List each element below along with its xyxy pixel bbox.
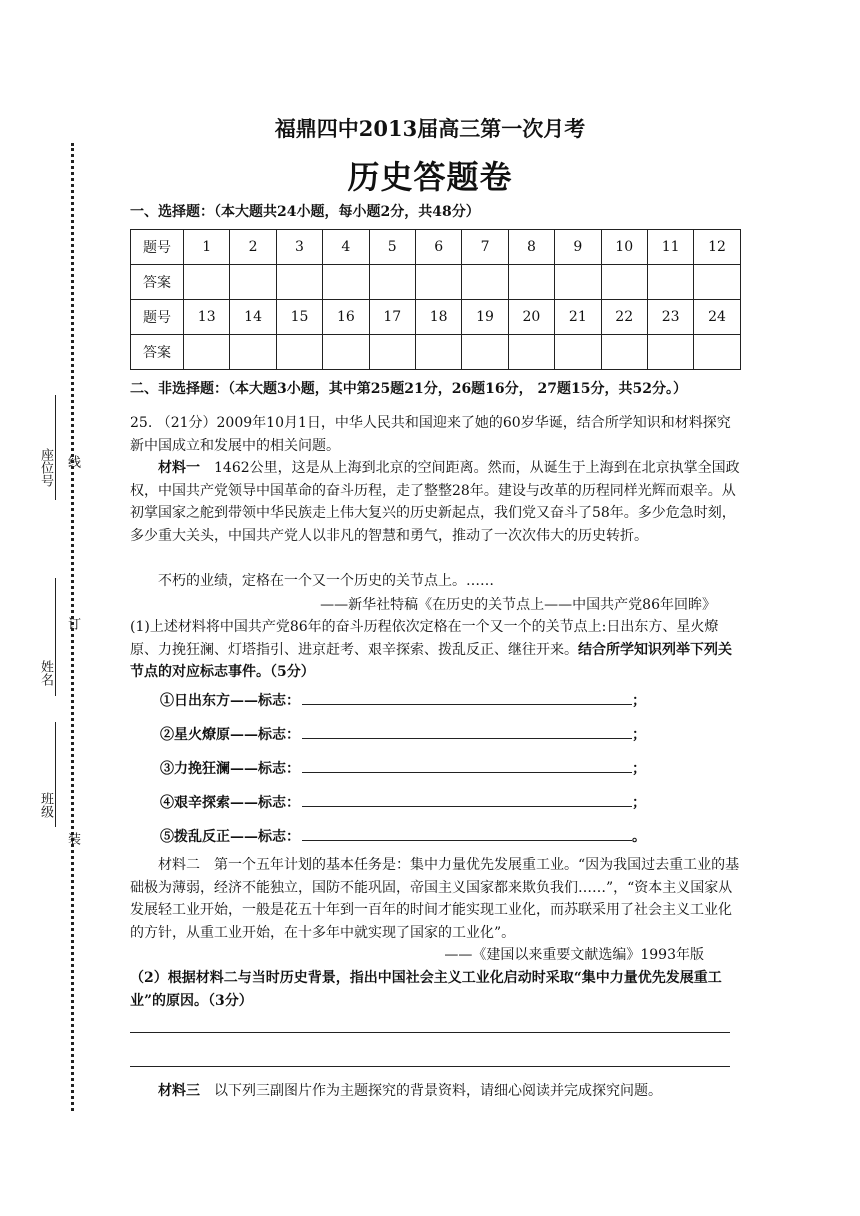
q-number-cell: 15 <box>276 300 322 335</box>
material3-text <box>130 1080 742 1103</box>
answer-cell[interactable] <box>647 265 693 300</box>
q-number-cell: 3 <box>276 230 322 265</box>
answer-cell[interactable] <box>508 335 554 370</box>
answer-item-4 <box>160 792 646 812</box>
subject-title: 历史答题卷 <box>347 158 513 196</box>
question-2: （2）根据材料二与当时历史背景，指出中国社会主义工业化启动时采取“集中力量优先发展重工业”的原因。（3分） <box>130 970 722 1009</box>
question-1 <box>130 616 742 684</box>
answer-blank[interactable] <box>302 690 632 705</box>
answer-row-1 <box>131 265 741 300</box>
section1-heading: 一、选择题：（本大题共24小题，每小题2分，共48分） <box>130 204 480 220</box>
answer-item-label: ②星火燎原——标志： <box>160 727 300 743</box>
material2-source: ——《建国以来重要文献选编》1993年版 <box>444 947 704 963</box>
q-number-cell: 1 <box>184 230 230 265</box>
answer-cell[interactable] <box>462 335 508 370</box>
a-label-cell: 答案 <box>131 265 184 300</box>
answer-cell[interactable] <box>415 265 461 300</box>
q-number-cell: 10 <box>601 230 647 265</box>
q-number-cell: 17 <box>369 300 415 335</box>
answer-cell[interactable] <box>647 335 693 370</box>
answer-item-label: ③力挽狂澜——标志： <box>160 761 300 777</box>
q-number-cell: 5 <box>369 230 415 265</box>
answer-cell[interactable] <box>508 265 554 300</box>
answer-cell[interactable] <box>415 335 461 370</box>
binding-xian: 线 <box>65 455 80 468</box>
exam-title: 福鼎四中2013届高三第一次月考 <box>274 116 586 141</box>
q-number-cell: 22 <box>601 300 647 335</box>
q-number-cell: 12 <box>694 230 740 265</box>
answer-row-2 <box>131 335 741 370</box>
answer-item-label: ⑤拨乱反正——标志： <box>160 829 300 845</box>
material1-body: 1462公里，这是从上海到北京的空间距离。然而，从诞生于上海到在北京执掌全国政权，中国共产党领导中国革命的奋斗历程，走了整整28年。建设与改革的历程同样光辉而艰辛。从初掌国家之舵到带领中华民族走上伟大复兴的历史新起点，我们党又奋斗了58年。多少危急时刻，多少重大关头，中国共产党人以非凡的智慧和勇气，推动了一次次伟大的历史转折。 <box>130 460 740 544</box>
class-label: 班级 <box>38 792 53 818</box>
answer-cell[interactable] <box>601 265 647 300</box>
answer-cell[interactable] <box>230 265 276 300</box>
answer-item-end: ； <box>632 693 646 709</box>
q-number-cell: 16 <box>323 300 369 335</box>
q-number-cell: 6 <box>415 230 461 265</box>
q-number-cell: 14 <box>230 300 276 335</box>
material2-text: 材料二 第一个五年计划的基本任务是：集中力量优先发展重工业。“因为我国过去重工业的基础极为薄弱，经济不能独立，国防不能巩固，帝国主义国家都来欺负我们……”，“资本主义国家从发展轻工业开始，一般是花五十年到一百年的时间才能实现工业化，而苏联采用了社会主义工业化的方针，从重工业开始，在十多年中就实现了国家的工业化”。 <box>130 857 740 941</box>
q-number-cell: 24 <box>694 300 740 335</box>
answer-cell[interactable] <box>369 265 415 300</box>
answer-item-label: ④艰辛探索——标志： <box>160 795 300 811</box>
answer-cell[interactable] <box>184 265 230 300</box>
q-number-cell: 19 <box>462 300 508 335</box>
answer-item-end: ； <box>632 761 646 777</box>
answer-item-1 <box>160 690 646 710</box>
material1-source: ——新华社特稿《在历史的关节点上——中国共产党86年回眸》 <box>320 597 716 613</box>
answer-cell[interactable] <box>230 335 276 370</box>
answer-item-5 <box>160 826 646 846</box>
answer-cell[interactable] <box>184 335 230 370</box>
answer-cell[interactable] <box>555 265 601 300</box>
answer-item-end: ； <box>632 795 646 811</box>
answer-blank[interactable] <box>302 792 632 807</box>
q-number-cell: 4 <box>323 230 369 265</box>
answer-line-1[interactable] <box>130 1032 730 1033</box>
seat-number-label: 座位号 <box>38 448 53 487</box>
material3-body: 以下列三副图片作为主题探究的背景资料，请细心阅读并完成探究问题。 <box>200 1083 662 1099</box>
material1-label: 材料一 <box>158 460 200 476</box>
answer-item-3 <box>160 758 646 778</box>
material1-text <box>130 457 742 547</box>
q-label-cell: 题号 <box>131 300 184 335</box>
question-row-2 <box>131 300 741 335</box>
binding-ding: 订 <box>65 617 80 630</box>
answer-blank[interactable] <box>302 826 632 841</box>
q25-intro: 25. （21分）2009年10月1日，中华人民共和国迎来了她的60岁华诞，结合所学知识和材料探究新中国成立和发展中的相关问题。 <box>130 415 731 454</box>
section2-heading: 二、非选择题：（本大题3小题，其中第25题21分，26题16分， 27题15分，共52分。） <box>130 381 687 397</box>
q-number-cell: 9 <box>555 230 601 265</box>
answer-blank[interactable] <box>302 724 632 739</box>
seat-number-blank <box>55 395 56 500</box>
answer-table <box>130 229 741 370</box>
q-number-cell: 20 <box>508 300 554 335</box>
answer-cell[interactable] <box>276 335 322 370</box>
answer-line-2[interactable] <box>130 1066 730 1067</box>
q-number-cell: 2 <box>230 230 276 265</box>
q-number-cell: 23 <box>647 300 693 335</box>
class-blank <box>55 722 56 827</box>
question-row-1 <box>131 230 741 265</box>
name-blank <box>55 578 56 696</box>
answer-item-label: ①日出东方——标志： <box>160 693 300 709</box>
answer-cell[interactable] <box>323 265 369 300</box>
binding-zhuang: 装 <box>65 832 80 845</box>
answer-cell[interactable] <box>694 335 740 370</box>
answer-item-end: 。 <box>632 829 646 845</box>
q-number-cell: 21 <box>555 300 601 335</box>
name-label: 姓名 <box>38 660 53 686</box>
answer-item-end: ； <box>632 727 646 743</box>
answer-cell[interactable] <box>462 265 508 300</box>
q-number-cell: 7 <box>462 230 508 265</box>
answer-cell[interactable] <box>323 335 369 370</box>
q-label-cell: 题号 <box>131 230 184 265</box>
a-label-cell: 答案 <box>131 335 184 370</box>
q-number-cell: 18 <box>415 300 461 335</box>
question-1-text: (1)上述材料将中国共产党86年的奋斗历程依次定格在一个又一个的关节点上:日出东方、星火燎原、力挽狂澜、灯塔指引、进京赶考、艰辛探索、拨乱反正、继往开来。 <box>130 619 719 658</box>
answer-cell[interactable] <box>555 335 601 370</box>
q-number-cell: 11 <box>647 230 693 265</box>
material1-text2: 不朽的业绩，定格在一个又一个历史的关节点上。…… <box>158 573 494 589</box>
material3-label: 材料三 <box>158 1083 200 1099</box>
answer-cell[interactable] <box>276 265 322 300</box>
answer-cell[interactable] <box>369 335 415 370</box>
question-1-instruction: 结合所学知识列举下列关节点的对应标志事件。（5分） <box>130 641 732 680</box>
q-number-cell: 8 <box>508 230 554 265</box>
answer-item-2 <box>160 724 646 744</box>
answer-blank[interactable] <box>302 758 632 773</box>
q-number-cell: 13 <box>184 300 230 335</box>
answer-cell[interactable] <box>694 265 740 300</box>
answer-cell[interactable] <box>601 335 647 370</box>
